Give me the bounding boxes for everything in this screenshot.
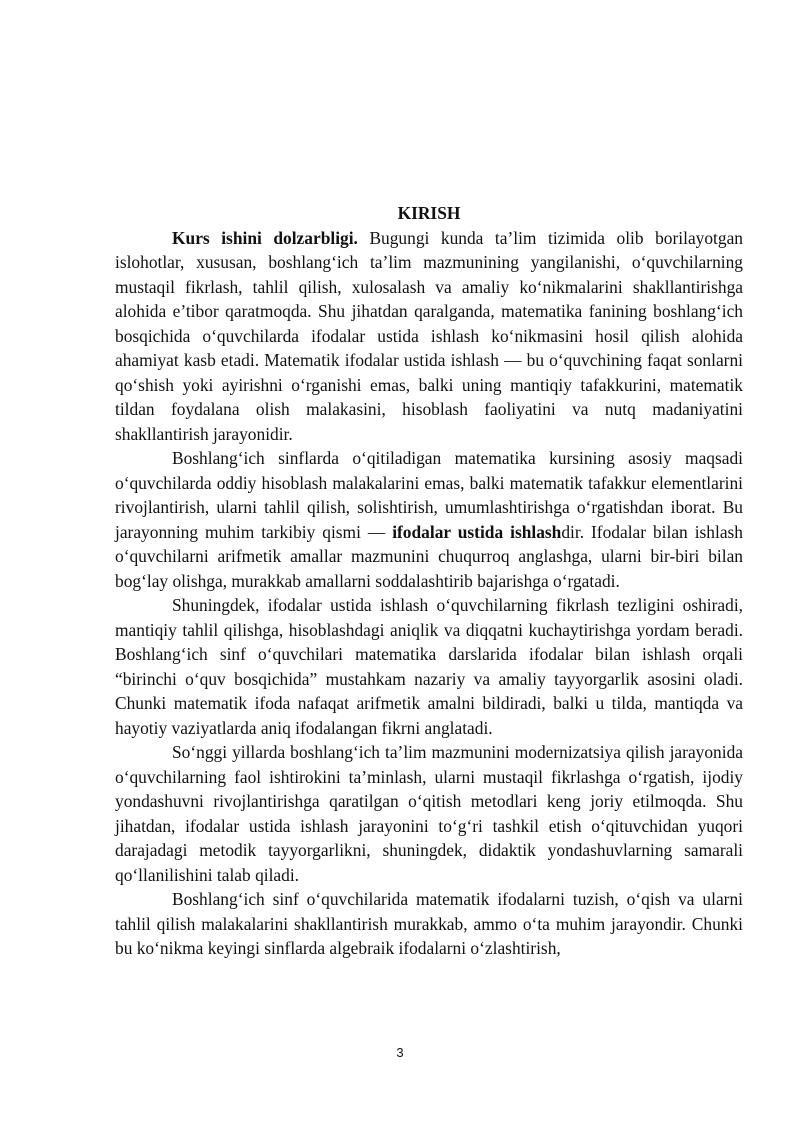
paragraph-skills: Boshlang‘ich sinf o‘quvchilarida matematik ifodalarni tuzish, o‘qish va ularni tahlil qilish malakalarini shakllantirish murakkab, ammo o‘ta muhim jarayondir. Chunki bu ko‘nikma keyingi sinflarda algebraik ifodalarni o‘zlashtirish, bbox=[115, 889, 743, 958]
paragraph-text: Bugungi kunda ta’lim tizimida olib borilayotgan islohotlar, xususan, boshlang‘ich ta’lim mazmunining yangilanishi, o‘quvchilarning mustaqil fikrlash, tahlil qilish, xulosalash va amaliy ko‘nikmalarini shakllantirishga alohida e’tibor qaratmoqda. Shu jihatdan qaralganda, matematika fanining boshlang‘ich bosqichida o‘quvchilarda ifodalar ustida ishlash ko‘nikmasini hosil qilish alohida ahamiyat kasb etadi. Matematik ifodalar ustida ishlash — bu o‘quvchining faqat sonlarni qo‘shish yoki ayirishni o‘rganishi emas, balki uning mantiqiy tafakkurini, matematik tildan foydalana olish malakasini, hisoblash faoliyatini va nutq madaniyatini shakllantirish jarayonidir. bbox=[115, 227, 743, 444]
paragraph-relevance bbox=[115, 226, 743, 447]
paragraph-lead: Kurs ishini dolzarbligi. bbox=[172, 227, 358, 248]
paragraph-course-goal bbox=[115, 446, 743, 593]
emphasis-phrase: ifodalar ustida ishlash bbox=[392, 521, 562, 542]
document-body bbox=[115, 201, 743, 961]
paragraph-text-before: Boshlang‘ich sinflarda o‘qitiladigan matematika kursining asosiy maqsadi o‘quvchilarda oddiy hisoblash malakalarini emas, balki matematik tafakkur elementlarini rivojlantirish, ularni tahlil qilish, solishtirish, umumlashtirishga o‘rgatishdan iborat. Bu jarayonning muhim tarkibiy qismi — bbox=[115, 448, 743, 542]
page-number: 3 bbox=[396, 1045, 404, 1060]
section-heading: KIRISH bbox=[397, 203, 461, 223]
paragraph-text-after: dir. Ifodalar bilan ishlash o‘quvchilarni arifmetik amallar mazmunini chuqurroq anglashga, ularni bir-biri bilan bog‘lay olishga, murakkab amallarni soddalashtirib bajarishga o‘rgatadi. bbox=[115, 521, 743, 591]
paragraph-benefits: Shuningdek, ifodalar ustida ishlash o‘quvchilarning fikrlash tezligini oshiradi, mantiqiy tahlil qilishga, hisoblashdagi aniqlik va diqqatni kuchaytirishga yordam beradi. Boshlang‘ich sinf o‘quvchilari matematika darslarida ifodalar bilan ishlash orqali “birinchi o‘quv bosqichida” mustahkam nazariy va amaliy tayyorgarlik asosini oladi. Chunki matematik ifoda nafaqat arifmetik amalni bildiradi, balki u tilda, mantiqda va hayotiy vaziyatlarda aniq ifodalangan fikrni anglatadi. bbox=[115, 595, 743, 738]
paragraph-modernization: So‘nggi yillarda boshlang‘ich ta’lim mazmunini modernizatsiya qilish jarayonida o‘quvchilarning faol ishtirokini ta’minlash, ularni mustaqil fikrlashga o‘rgatish, ijodiy yondashuvni rivojlantirishga qaratilgan o‘qitish metodlari keng joriy etilmoqda. Shu jihatdan, ifodalar ustida ishlash jarayonini to‘g‘ri tashkil etish o‘qituvchidan yuqori darajadagi metodik tayyorgarlikni, shuningdek, didaktik yondashuvlarning samarali qo‘llanilishini talab qiladi. bbox=[115, 742, 743, 885]
